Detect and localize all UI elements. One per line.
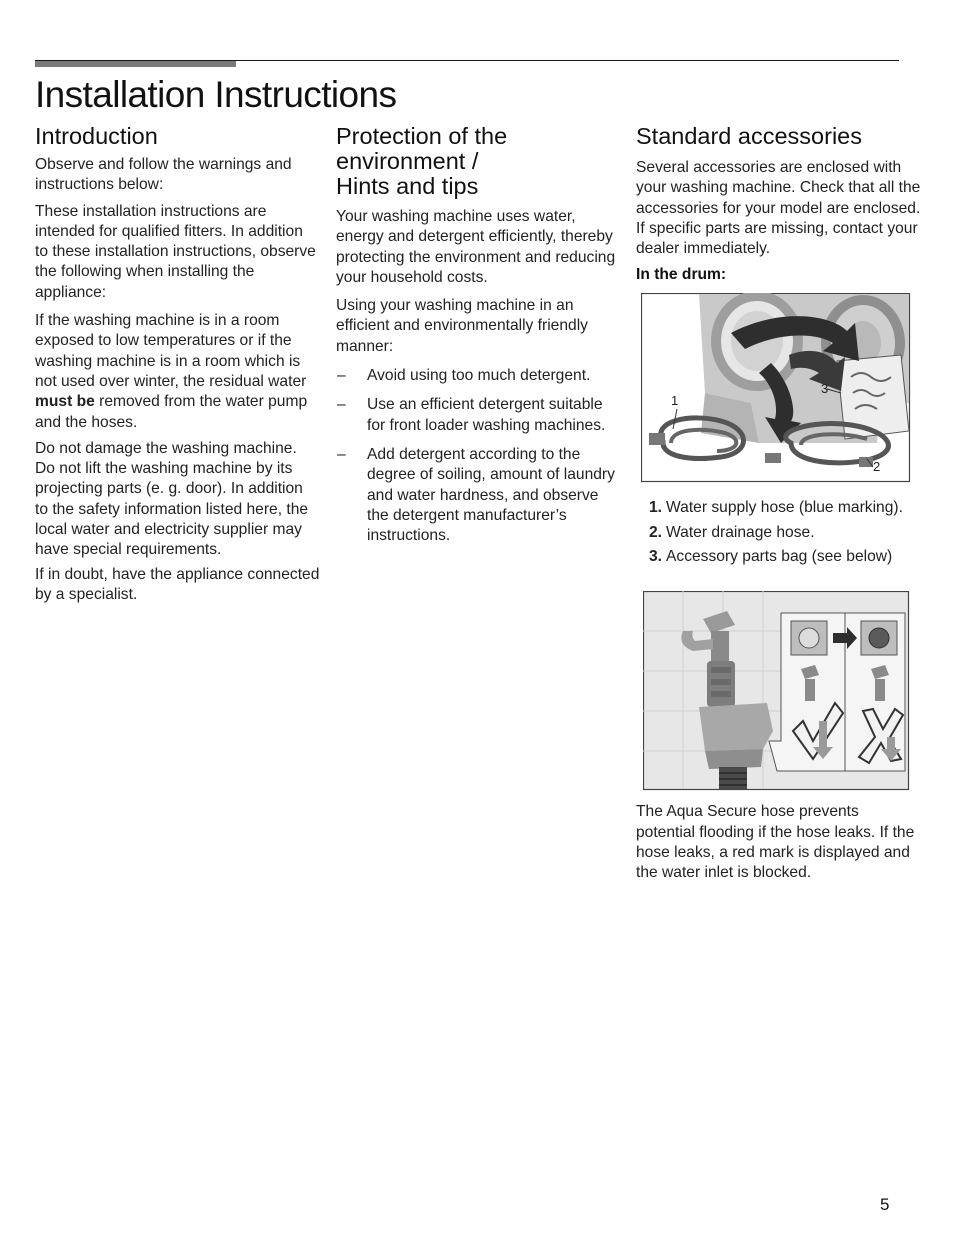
- list-item-text: Add detergent according to the degree of soiling, amount of laundry and water hardness, and observe the detergent manufacturer’s instructions.: [367, 445, 615, 545]
- protection-heading-line2: environment /: [336, 148, 479, 174]
- aqua-secure-description: The Aqua Secure hose prevents potential flooding if the hose leaks. If the hose leaks, a red mark is displayed and the water inlet is blocked.: [636, 803, 915, 882]
- list-item-text: Water supply hose (blue marking).: [666, 499, 903, 517]
- list-item: [336, 445, 621, 546]
- figure-label-1: 1: [671, 393, 679, 409]
- dash-marker: –: [337, 396, 346, 414]
- list-item-number: 1.: [649, 499, 663, 517]
- introduction-p3-end: removed from the water pump and the hoses.: [35, 393, 308, 431]
- introduction-p2: These installation instructions are intended for qualified fitters. In addition to these installation instructions, observe the following when installing the appliance:: [35, 202, 316, 301]
- figure-label-2: 2: [873, 459, 881, 475]
- page-number: 5: [880, 1195, 890, 1214]
- list-item-number: 2.: [649, 523, 663, 541]
- list-item: [649, 547, 921, 567]
- introduction-p1: Observe and follow the warnings and instructions below:: [35, 156, 292, 194]
- list-item: [336, 395, 621, 436]
- dash-marker: –: [337, 445, 346, 463]
- list-item: [336, 366, 621, 386]
- list-item: [649, 498, 921, 518]
- introduction-p3-start: If the washing machine is in a room exposed to low temperatures or if the washing machine is in a room which is not used over winter, the residual water: [35, 312, 307, 390]
- list-item-text: Water drainage hose.: [666, 523, 815, 541]
- list-item-text: Accessory parts bag (see below): [666, 548, 893, 566]
- protection-p1: Your washing machine uses water, energy and detergent efficiently, thereby protecting the environment and reducing your household costs.: [336, 208, 616, 286]
- introduction-p3-emphasis: must be: [35, 393, 95, 411]
- accessories-heading: Standard accessories: [636, 123, 862, 149]
- figure-label-3: 3: [821, 381, 829, 397]
- accessories-p1: Several accessories are enclosed with your washing machine. Check that all the accessories for your model are enclosed. If specific parts are missing, contact your dealer immediately.: [636, 159, 921, 258]
- page-title: Installation Instructions: [35, 74, 397, 115]
- list-item: [649, 523, 921, 543]
- protection-tips-list: [336, 366, 621, 546]
- header-accent-bar: [35, 60, 236, 67]
- list-item-text: Avoid using too much detergent.: [367, 367, 591, 385]
- introduction-column: [35, 124, 320, 611]
- list-item-text: Use an efficient detergent suitable for front loader washing machines.: [367, 396, 606, 434]
- accessories-column: [636, 124, 921, 890]
- in-drum-subheading: In the drum:: [636, 266, 727, 284]
- list-item-number: 3.: [649, 548, 663, 566]
- introduction-p3: [35, 311, 320, 433]
- protection-p2: Using your washing machine in an efficient and environmentally friendly manner:: [336, 297, 588, 355]
- accessories-list: [636, 498, 921, 567]
- protection-heading: [336, 124, 621, 199]
- introduction-heading: Introduction: [35, 123, 158, 149]
- introduction-p4: Do not damage the washing machine. Do not lift the washing machine by its projecting parts (e. g. door). In addition to the safety information listed here, the local water and electricity supplier may have special requirements.: [35, 439, 309, 559]
- protection-heading-line3: Hints and tips: [336, 173, 479, 199]
- protection-column: [336, 124, 621, 555]
- header-rule: [35, 60, 899, 61]
- aqua-secure-figure: [643, 591, 913, 793]
- dash-marker: –: [337, 367, 346, 385]
- protection-heading-line1: Protection of the: [336, 123, 508, 149]
- introduction-p5: If in doubt, have the appliance connected by a specialist.: [35, 565, 320, 603]
- drum-accessories-figure: [641, 293, 917, 487]
